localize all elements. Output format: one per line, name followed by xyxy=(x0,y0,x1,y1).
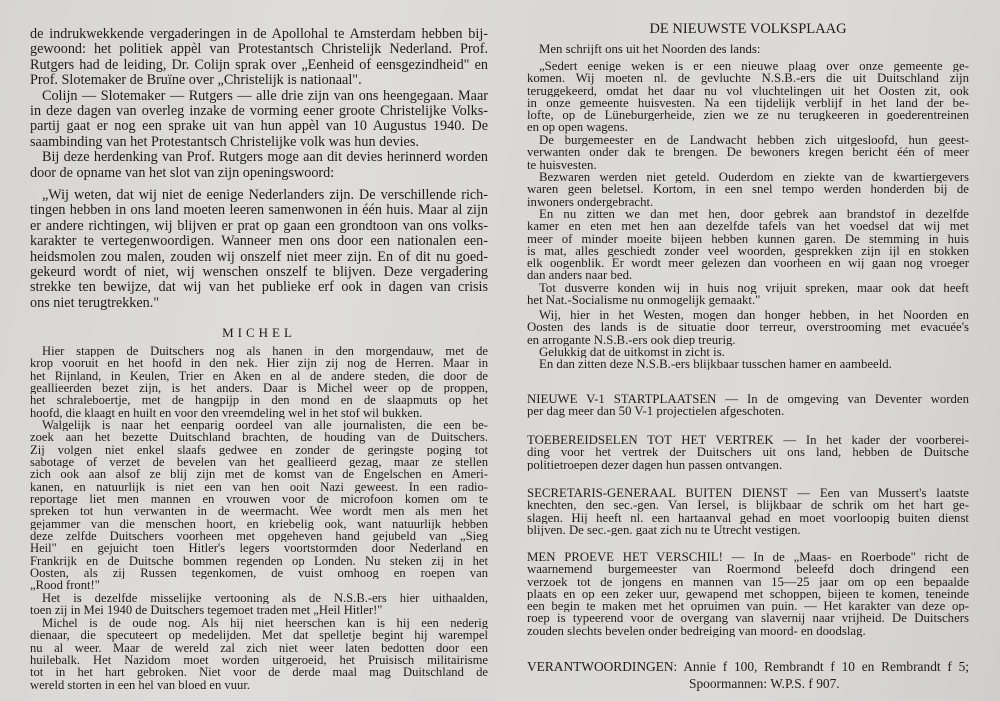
text-line: „Rood front!" xyxy=(30,579,100,592)
text-line: ons niet terugtrekken." xyxy=(30,295,160,311)
paragraph xyxy=(30,419,488,592)
text-line: Zij volgen niet enkel slaafs gedwee en zonder de geringste poging tot xyxy=(30,443,488,457)
text-line: Oosten des lands is de situatie door terreur, overstrooming met evacuée's xyxy=(527,321,969,334)
text-line: te huisvesten. xyxy=(527,158,597,171)
verantwoordingen-line: Spoormannen: W.P.S. f 907. xyxy=(689,676,840,691)
text-line: Heil" en gejuicht toen Hitler's legers voortstormden door Nederland en xyxy=(30,542,488,555)
text-line: ding voor het vertrek der Duitschers uit ons land, hebben de Duitsche xyxy=(527,446,969,459)
text-line: het Rijnland, in Keulen, Trier en Aken en al de andere steden, die door de xyxy=(30,369,488,383)
text-line: De burgemeester en de Landwacht hebben zich uitgesloofd, hun geest- xyxy=(539,134,969,147)
text-line: heidsmolen zou malen, zouden wij onszelf niet meer zijn. En of dit nu goed- xyxy=(30,249,488,265)
text-line: Rutgers had de leiding, Dr. Colijn sprak over „Eenheid of eensgezindheid" en xyxy=(30,57,488,73)
verantwoordingen xyxy=(527,658,969,692)
text-line: een begin te maken met het opruimen van puin. — Het karakter van deze op- xyxy=(527,600,969,613)
text-line: MEN PROEVE HET VERSCHIL! — In de „Maas- en Roerbode" richt de xyxy=(527,551,969,564)
text-line: wereld storten in een hel van bloed en vuur. xyxy=(30,678,250,692)
text-line: tingen hebben in ons land moeten leeren samenwonen in één huis. Maar al zijn xyxy=(30,203,488,219)
text-line: lofte, op de Lüneburgerheide, zien we ze nu terugkeeren in goederentreinen xyxy=(527,109,969,122)
paragraph xyxy=(527,358,969,370)
text-line: per dag meer dan 50 V-1 projectielen afgeschoten. xyxy=(527,405,785,418)
text-line: zouden slechts bevelen onder bedreiging van moord- en doodslag. xyxy=(527,624,866,638)
text-line: kamer en eten met hen aan dezelfde tafels van het voedsel dat wij met xyxy=(527,220,969,233)
text-line: geallieerden bezet zijn, is het anders. Daar is Michel weer op de proppen, xyxy=(30,382,488,395)
text-line: en arrogante N.S.B.-ers ook diep treurig. xyxy=(527,333,736,346)
news-item xyxy=(527,487,969,536)
text-line: er andere richtingen, wij blijven er prat op gaan een grondtoon van ons volks- xyxy=(30,218,488,234)
text-line: teruggekeerd, omdat het daar nu vol vluchtelingen uit het Oosten zit, ook xyxy=(527,84,969,97)
text-line: Colijn — Slotemaker — Rutgers — alle drie zijn van ons heengegaan. Maar xyxy=(42,88,488,104)
text-line: kanen, en natuurlijk is niet een van hen ooit Nazi geweest. In een radio- xyxy=(30,480,488,494)
text-line: het schraleboertje, met de hangpijp in den mond en de slaapmuts op het xyxy=(30,394,488,407)
text-line: slagen. Hij heeft nl. een hartaanval gehad en moet voorloopig buiten dienst xyxy=(527,511,969,524)
paragraph xyxy=(30,150,488,181)
text-line: Oosten, als zij Russen tegenkomen, de vuist omhoog en roepen van xyxy=(30,567,488,580)
text-line: gewoond: het politiek appèl van Protestantsch Christelijk Nederland. Prof. xyxy=(30,42,488,58)
paragraph xyxy=(527,134,969,171)
text-line: blijven. De sec.-gen. gaat zich nu te Utrecht vestigen. xyxy=(527,523,801,537)
text-line: Prof. Slotemaker de Bruïne over „Christelijk is nationaal". xyxy=(30,73,362,89)
text-line: Het is dezelfde misselijke vertooning als de N.S.B.-ers hier uithaalden, xyxy=(42,592,488,605)
text-line: meer of minder moeite bijeen hebben kunnen garen. De stemming in huis xyxy=(527,232,969,245)
text-line: Bezwaren werden niet geteld. Ouderdom en ziekte van de kwartiergevers xyxy=(539,171,969,184)
text-line: de indrukwekkende vergaderingen in de Apollohal te Amsterdam hebben bij- xyxy=(30,27,488,42)
news-item xyxy=(527,393,969,418)
text-line: en op open wagens. xyxy=(527,121,628,134)
text-line: strekke ten bewijze, dat wij van het publieke erf ook in dagen van crisis xyxy=(30,280,488,296)
text-line: „Sedert eenige weken is er een nieuwe plaag over onze gemeente ge- xyxy=(539,60,969,73)
text-line: is mat, alles geschiedt zonder veel woorden, gesprekken zijn ijl en stokken xyxy=(527,244,969,258)
text-line: spreken tot hun verwanten in de weermacht. Wee wordt men als men het xyxy=(30,505,488,518)
text-line: partij gaat er nog een sprake uit van hun appèl van 10 Augustus 1940. De xyxy=(30,119,488,135)
section-heading-michel: MICHEL xyxy=(222,325,296,340)
verantwoordingen-line: VERANTWOORDINGEN: Annie f 100, Rembrandt f 10 en Rembrandt f 5; xyxy=(527,659,969,674)
paragraph xyxy=(30,592,488,617)
text-line: „Wij weten, dat wij niet de eenige Nederlanders zijn. De verschillende rich- xyxy=(42,188,488,203)
text-line: Tot dusverre konden wij in huis nog vrijuit spreken, maar ook dat heeft xyxy=(539,282,969,295)
text-line: het Nat.-Socialisme nu onmogelijk gemaakt." xyxy=(527,294,761,307)
text-line: zoek aan het bezette Duitschland brachten, de houding van de Duitschers. xyxy=(30,431,488,444)
text-line: deze zelfde Duitschers voorheen met opgeheven hand gejubeld van „Sieg xyxy=(30,530,488,543)
text-line: plaats en op een zeker uur, gewapend met schoppen, bijeen te komen, teneinde xyxy=(527,587,969,601)
text-line: gekeurd wordt of niet, wij wenschen onszelf te blijven. Deze vergadering xyxy=(30,265,488,281)
section-heading-volksplaag: DE NIEUWSTE VOLKSPLAAG xyxy=(649,21,847,37)
text-line: in onze gemeente huisvesten. Na een tijdelijk verblijf in het land der be- xyxy=(527,96,969,110)
text-line: zich ook aan alsof ze blij zijn met de komst van de Engelschen en Ameri- xyxy=(30,468,488,481)
paragraph xyxy=(30,89,488,151)
paragraph xyxy=(30,188,488,311)
paragraph xyxy=(527,60,969,134)
text-line: En nu zitten we dan met hen, door gebrek aan brandstof in dezelfde xyxy=(539,208,969,221)
text-line: En dan zitten deze N.S.B.-ers blijkbaar tusschen hamer en aambeeld. xyxy=(539,358,892,371)
text-line: karakter te vertegenwoordigen. Wanneer men ons door een nationalen een- xyxy=(30,234,488,250)
text-line: Gelukkig dat de uitkomst in zicht is. xyxy=(539,346,725,359)
paragraph xyxy=(527,346,969,358)
text-line: waarnemend burgemeester van Roermond beleefd doch dringend een xyxy=(527,563,969,576)
text-line: dienaar, die specuteert op medelijden. Met dat spelletje begint hij warempel xyxy=(30,629,488,642)
text-line: tot in het hart gebroken. Niet voor de derde maal mag Duitschland de xyxy=(30,666,488,679)
paragraph xyxy=(527,171,969,208)
text-line: NIEUWE V-1 STARTPLAATSEN — In de omgeving van Deventer worden xyxy=(527,393,969,406)
news-item xyxy=(527,551,969,637)
text-line: nu al weer. Maar de wereld zal zich niet weer laten bedotten door een xyxy=(30,641,488,655)
text-line: Frankrijk en de Duitsche bommen regenden op Londen. Nu steken zij in het xyxy=(30,554,488,568)
text-line: Men schrijft ons uit het Noorden des lands: xyxy=(539,43,761,56)
text-line: knechten, den sec.-gen. Van Iersel, is blijkbaar de schrik om het hart ge- xyxy=(527,499,969,512)
paragraph xyxy=(30,617,488,691)
text-line: TOEBEREIDSELEN TOT HET VERTREK — In het kader der voorberei- xyxy=(527,434,969,447)
text-line: waren geen beletsel. Kortom, in een snel tempo werden honderden bij de xyxy=(527,183,969,196)
text-line: hoofd, die klaagt en huilt en voor den vreemdeling wel in het stof wil bukken. xyxy=(30,406,423,420)
text-line: SECRETARIS-GENERAAL BUITEN DIENST — Een van Mussert's laatste xyxy=(527,487,969,500)
text-line: huilebalk. Het Nazidom moet worden uitgeroeid, het Pruisisch militairisme xyxy=(30,654,488,667)
paragraph xyxy=(527,282,969,307)
text-line: krop vooruit en het hoofd in den nek. Hier zijn zij nog de Herren. Maar in xyxy=(30,357,488,370)
text-line: Hier stappen de Duitschers nog als hanen in den morgendauw, met de xyxy=(42,345,488,358)
paragraph xyxy=(527,43,969,55)
text-line: saambinding van het Protestantsch Christelijke volk was hun devies. xyxy=(30,134,419,150)
text-line: door de opname van het slot van zijn openingswoord: xyxy=(30,165,335,181)
text-line: sabotage of verzet de bevelen van het geallieerd gezag, maar ze stellen xyxy=(30,456,488,469)
text-line: gejammer van die menschen hoort, en kriebelig ook, want natuurlijk hebben xyxy=(30,517,488,531)
text-line: verzoek tot de jongens en mannen van 15—25 jaar om op een bepaalde xyxy=(527,575,969,588)
text-line: toen zij in Mei 1940 de Duitschers tegemoet traden met „Heil Hitler!" xyxy=(30,604,383,617)
text-line: dan anders naar bed. xyxy=(527,269,633,282)
text-line: politietroepen dezer dagen hun passen ontvangen. xyxy=(527,458,783,471)
paragraph xyxy=(527,309,969,346)
text-line: verwanten onder dak te brengen. De bewoners kregen bericht één of meer xyxy=(527,146,969,159)
text-line: in deze dagen van overleg inzake de vorming eener groote Christelijke Volks- xyxy=(30,104,488,119)
text-line: Wij, hier in het Westen, mogen dan honger hebben, in het Noorden en xyxy=(539,309,969,322)
paragraph xyxy=(30,27,488,89)
paragraph xyxy=(30,345,488,419)
paragraph xyxy=(527,208,969,282)
text-line: elk oogenblik. Er wordt meer gelezen dan voorheen en wij gaan nog vroeger xyxy=(527,257,969,270)
text-line: Bij deze herdenking van Prof. Rutgers moge aan dit devies herinnerd worden xyxy=(42,150,488,166)
text-line: roep is typeerend voor de overgang van slavernij naar vrijheid. De Duitschers xyxy=(527,612,969,625)
text-line: Walgelijk is naar het eenparig oordeel van alle journalisten, die een be- xyxy=(42,419,488,432)
text-line: komen. Wij moeten nl. de gevluchte N.S.B.-ers die uit Duitschland zijn xyxy=(527,72,969,85)
text-line: Michel is de oude nog. Als hij niet heerschen kan is hij een nederig xyxy=(42,617,488,630)
text-line: inwoners ondergebracht. xyxy=(527,195,654,208)
news-item xyxy=(527,434,969,471)
text-line: reportage liet men mannen en vrouwen voor de microfoon komen om te xyxy=(30,493,488,506)
